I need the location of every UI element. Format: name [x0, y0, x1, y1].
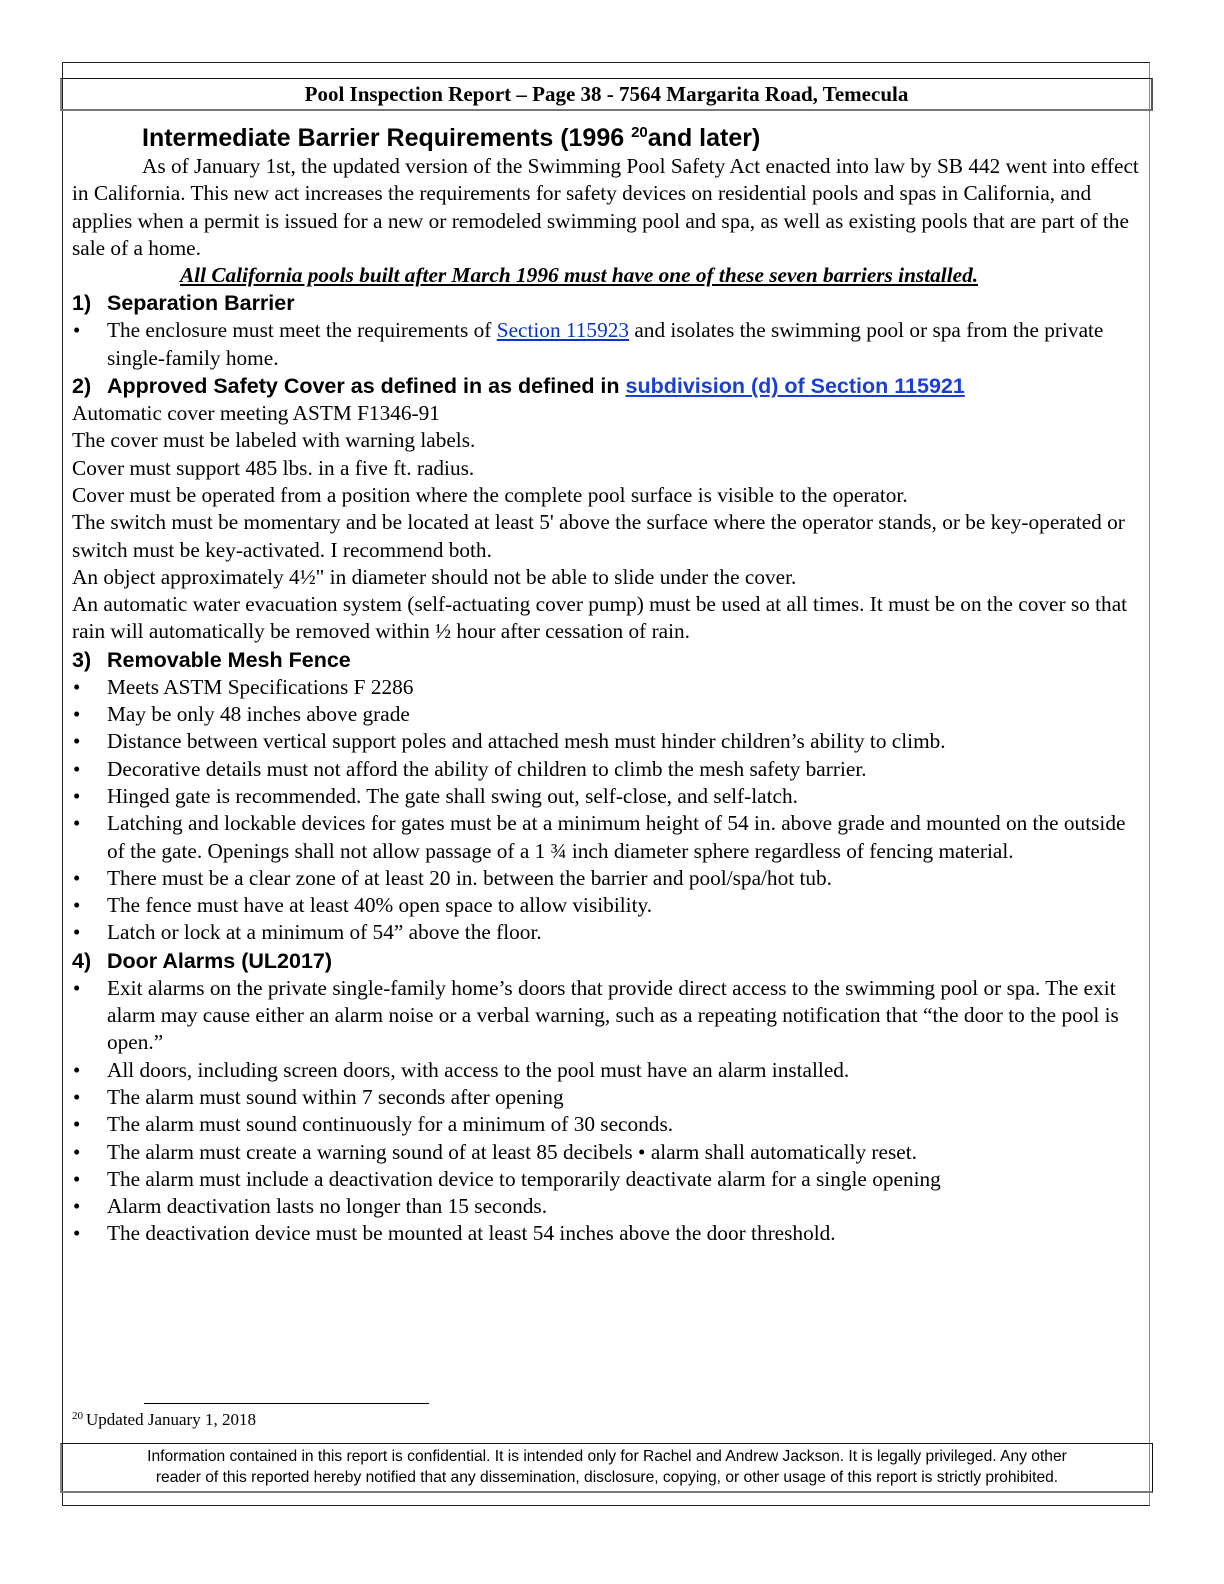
door-alarms-list [72, 975, 1144, 1248]
confidentiality-footer [60, 1443, 1153, 1493]
section-heading-mesh-fence: 3) Removable Mesh Fence [72, 647, 351, 672]
safety-cover-line: The switch must be momentary and be located at least 5' above the surface where the operator stands, or be key-operated or switch must be key-activated. I recommend both. [72, 510, 1125, 562]
footer-line-1: Information contained in this report is confidential. It is intended only for Rachel and Andrew Jackson. It is legally privileged. Any other [147, 1448, 1067, 1465]
footer-line-2: reader of this reported hereby notified that any dissemination, disclosure, copying, or other usage of this report is strictly prohibited. [155, 1469, 1059, 1486]
section-heading-safety-cover: 2) Approved Safety Cover as defined in as defined in subdivision (d) of Section 115921 [72, 374, 965, 399]
safety-cover-line: Cover must be operated from a position where the complete pool surface is visible to the operator. [72, 482, 908, 507]
page-title: Intermediate Barrier Requirements (1996 $^{20}$and later) [142, 124, 761, 152]
footnote [72, 1410, 256, 1430]
footnote-separator [144, 1403, 429, 1404]
subdivision-d-link[interactable]: subdivision (d) of Section 115921 [625, 374, 965, 399]
header-title: Pool Inspection Report – Page 38 - 7564 Margarita Road, Temecula [304, 82, 909, 106]
footnote-ref[interactable]: 20 [631, 124, 648, 141]
list-item: • The alarm must create a warning sound of at least 85 decibels • alarm shall automatically reset. [72, 1139, 1144, 1166]
list-item: • May be only 48 inches above grade [72, 701, 1144, 728]
section-heading-separation-barrier: 1) Separation Barrier [72, 291, 295, 316]
list-item: • Hinged gate is recommended. The gate shall swing out, self-close, and self-latch. [72, 783, 1144, 810]
safety-cover-line: An object approximately 4½" in diameter should not be able to slide under the cover. [72, 564, 797, 589]
safety-cover-line: Cover must support 485 lbs. in a five ft. radius. [72, 455, 475, 480]
intro-paragraph: As of January 1st, the updated version of the Swimming Pool Safety Act enacted into law by SB 442 went into effect in California. This new act increases the requirements for safety devices on residential pools and spas in California, and applies when a permit is issued for a new or remodeled swimming pool and spa, as well as existing pools that are part of the sale of a home. [72, 154, 1139, 260]
list-item: • Meets ASTM Specifications F 2286 [72, 674, 1144, 701]
section-heading-door-alarms: 4) Door Alarms (UL2017) [72, 948, 333, 973]
list-item: • Exit alarms on the private single-family home’s doors that provide direct access to the swimming pool or spa. The exit alarm may cause either an alarm noise or a verbal warning, such as a repeating notification that “the door to the pool is open.” [72, 975, 1144, 1057]
list-item: • All doors, including screen doors, with access to the pool must have an alarm installed. [72, 1057, 1144, 1084]
safety-cover-line: The cover must be labeled with warning labels. [72, 428, 476, 453]
document-body [72, 112, 1144, 1248]
list-item: • Alarm deactivation lasts no longer than 15 seconds. [72, 1193, 1144, 1220]
list-item: • The alarm must include a deactivation device to temporarily deactivate alarm for a single opening [72, 1166, 1144, 1193]
mesh-fence-list [72, 674, 1144, 947]
list-item: • The alarm must sound within 7 seconds after opening [72, 1084, 1144, 1111]
footnote-number: 20 [72, 1410, 83, 1422]
list-item: • Decorative details must not afford the ability of children to climb the mesh safety barrier. [72, 756, 1144, 783]
page-header [60, 78, 1153, 111]
list-item: • There must be a clear zone of at least 20 in. between the barrier and pool/spa/hot tub. [72, 865, 1144, 892]
footnote-text: Updated January 1, 2018 [86, 1410, 256, 1429]
list-item: • Latch or lock at a minimum of 54” above the floor. [72, 919, 1144, 946]
list-item: • The alarm must sound continuously for a minimum of 30 seconds. [72, 1111, 1144, 1138]
safety-cover-line: Automatic cover meeting ASTM F1346-91 [72, 401, 440, 426]
list-item: • The deactivation device must be mounted at least 54 inches above the door threshold. [72, 1220, 1144, 1247]
section-115923-link[interactable]: Section 115923 [496, 318, 630, 343]
list-item: • Distance between vertical support poles and attached mesh must hinder children’s ability to climb. [72, 728, 1144, 755]
list-item: • Latching and lockable devices for gates must be at a minimum height of 54 in. above grade and mounted on the outside of the gate. Openings shall not allow passage of a 1 ¾ inch diameter sphere regardless of fencing material. [72, 810, 1144, 865]
list-item: • The fence must have at least 40% open space to allow visibility. [72, 892, 1144, 919]
separation-barrier-list [72, 317, 1144, 372]
safety-cover-line: An automatic water evacuation system (self-actuating cover pump) must be used at all times. It must be on the cover so that rain will automatically be removed within ½ hour after cessation of rain. [72, 592, 1128, 644]
emphasis-statement: All California pools built after March 1996 must have one of these seven barriers installed. [179, 263, 979, 288]
list-item: • The enclosure must meet the requirements of Section 115923 and isolates the swimming pool or spa from the private single-family home. [72, 317, 1144, 372]
